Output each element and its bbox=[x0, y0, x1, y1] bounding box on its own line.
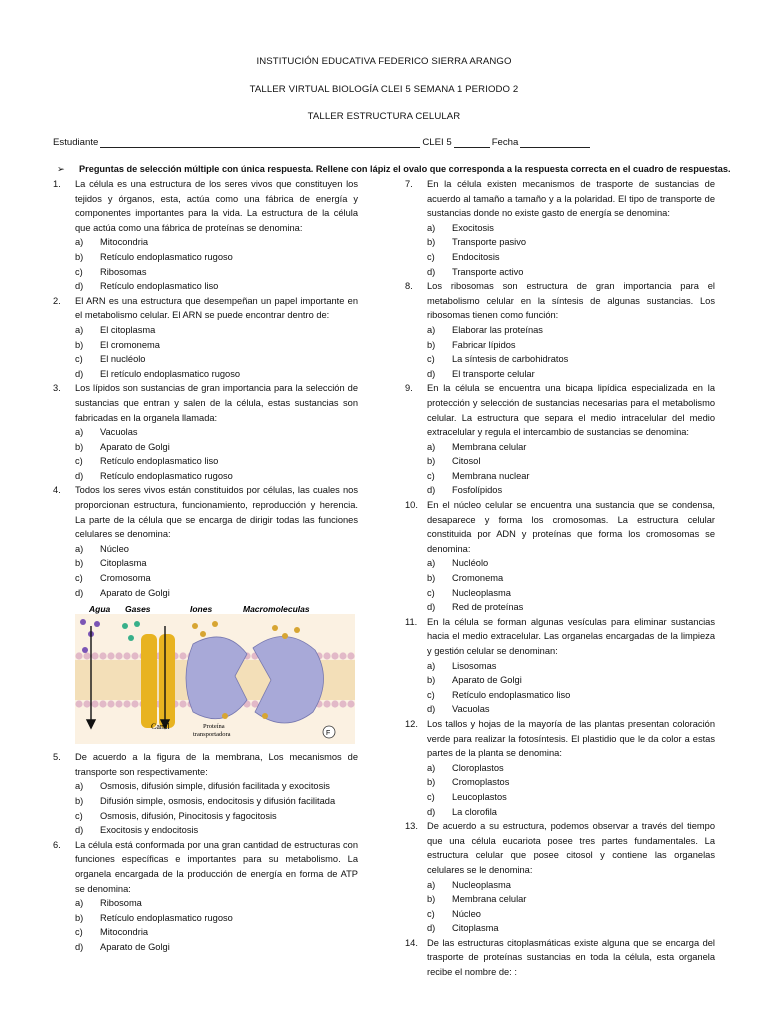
question-text: Los ribosomas son estructura de gran importancia para el metabolismo celular en la síntesis de algunas sustancias. Los ribosomas tienen como función: bbox=[427, 281, 715, 321]
question-number: 6. bbox=[53, 839, 61, 850]
lipid-head bbox=[331, 701, 338, 708]
option-b[interactable]: b) Cromoplastos bbox=[427, 777, 510, 788]
option-b[interactable]: b) Aparato de Golgi bbox=[75, 441, 170, 452]
question-text: En la célula se forman algunas vesículas para eliminar sustancias hacia el medio extracelular. Las organelas encargadas de la limpieza y gestión celular se denominan: bbox=[427, 616, 715, 656]
option-a[interactable]: a) Núcleo bbox=[75, 543, 129, 554]
date-field[interactable] bbox=[520, 138, 590, 148]
option-c[interactable]: c) El nucléolo bbox=[75, 354, 146, 365]
left-column bbox=[53, 177, 358, 955]
option-d[interactable]: d) Retículo endoplasmatico rugoso bbox=[75, 470, 233, 481]
question-text: En la célula se encuentra una bicapa lipídica especializada en la protección y selección de sustancias necesarias para el metabolismo celular. La estructura que separa el medio intracelular del medio extracelular y regula el intercambio de sustancias se denomina: bbox=[427, 383, 715, 438]
student-name-field[interactable] bbox=[100, 138, 420, 148]
student-info-line bbox=[53, 137, 733, 148]
molecule-dot bbox=[200, 631, 206, 637]
question-number: 4. bbox=[53, 485, 61, 496]
question-number: 5. bbox=[53, 752, 61, 763]
option-b[interactable]: b) Difusión simple, osmosis, endocitosis y difusión facilitada bbox=[75, 796, 336, 806]
molecule-dot bbox=[134, 621, 140, 627]
lipid-head bbox=[99, 701, 106, 708]
option-c[interactable]: c) Retículo endoplasmatico liso bbox=[427, 689, 571, 700]
molecule-dot bbox=[294, 627, 300, 633]
lipid-head bbox=[107, 701, 114, 708]
option-b[interactable]: b) Retículo endoplasmatico rugoso bbox=[75, 251, 233, 262]
lipid-head bbox=[115, 701, 122, 708]
label-agua: Agua bbox=[89, 604, 111, 615]
molecule-dot bbox=[262, 713, 268, 719]
membrane-transport-figure bbox=[75, 604, 355, 744]
question-text: Todos los seres vivos están constituidos por células, las cuales nos proporcionan estructura, funcionamiento, reproducción y herencia. La parte de la célula que se encarga de dirigir todas las funciones celulares se denomina: bbox=[75, 485, 358, 540]
question-1 bbox=[53, 177, 358, 294]
question-text: El ARN es una estructura que desempeñan un papel importante en el metabolismo celular. El ARN se puede encontrar dentro de: bbox=[75, 295, 358, 321]
option-b[interactable]: b) Membrana celular bbox=[427, 894, 527, 905]
option-a[interactable]: a) Mitocondria bbox=[75, 237, 149, 248]
instructions-text: Preguntas de selección múltiple con única respuesta. Rellene con lápiz el ovalo que corresponda a la respuesta correcta en el cuadro de respuestas. bbox=[79, 164, 731, 174]
label-gases: Gases bbox=[125, 604, 151, 615]
label-f: F bbox=[326, 730, 331, 738]
question-7 bbox=[405, 177, 715, 279]
option-b[interactable]: b) Aparato de Golgi bbox=[427, 675, 522, 686]
question-text: En el núcleo celular se encuentra una sustancia que se condensa, desaparece y forma los cromosomas. La estructura celular constituida por ADN y proteínas que forma los cromosomas se denomina: bbox=[427, 500, 715, 554]
option-c[interactable]: c) Membrana nuclear bbox=[427, 470, 530, 481]
option-d[interactable]: d) El transporte celular bbox=[427, 368, 535, 379]
lipid-head bbox=[115, 653, 122, 660]
option-a[interactable]: a) Exocitosis bbox=[427, 222, 494, 233]
question-number: 1. bbox=[53, 179, 61, 189]
option-d[interactable]: d) El retículo endoplasmatico rugoso bbox=[75, 368, 241, 379]
question-11 bbox=[405, 615, 715, 717]
molecule-dot bbox=[192, 623, 198, 629]
option-c[interactable]: c) Endocitosis bbox=[427, 251, 500, 262]
option-b[interactable]: b) Cromonema bbox=[427, 573, 504, 584]
lipid-head bbox=[323, 701, 330, 708]
lipid-head bbox=[123, 653, 130, 660]
question-3 bbox=[53, 381, 358, 483]
option-b[interactable]: b) El cromonema bbox=[75, 339, 160, 350]
lipid-head bbox=[91, 701, 98, 708]
option-d[interactable]: d) Transporte activo bbox=[427, 266, 524, 277]
date-label: Fecha bbox=[491, 137, 519, 148]
option-c[interactable]: c) Cromosoma bbox=[75, 573, 151, 584]
option-a[interactable]: a) Lisosomas bbox=[427, 660, 497, 671]
label-iones: Iones bbox=[190, 604, 213, 615]
option-d[interactable]: d) Vacuolas bbox=[427, 704, 490, 715]
option-b[interactable]: b) Citosol bbox=[427, 456, 481, 467]
question-5 bbox=[53, 750, 358, 838]
molecule-dot bbox=[80, 619, 86, 625]
option-c[interactable]: c) Mitocondria bbox=[75, 927, 149, 938]
question-4 bbox=[53, 483, 358, 600]
question-number: 7. bbox=[405, 179, 413, 189]
question-number: 11. bbox=[405, 616, 418, 627]
option-a[interactable]: a) Ribosoma bbox=[75, 898, 142, 909]
question-13 bbox=[405, 819, 715, 936]
right-column bbox=[405, 177, 715, 980]
lipid-head bbox=[179, 701, 186, 708]
option-a[interactable]: a) Nucléolo bbox=[427, 558, 489, 569]
lipid-head bbox=[347, 701, 354, 708]
lipid-head bbox=[75, 653, 82, 660]
question-2 bbox=[53, 294, 358, 382]
question-text: De acuerdo a la figura de la membrana, Los mecanismos de transporte son respectivamente: bbox=[75, 752, 358, 777]
membrane-diagram bbox=[75, 604, 355, 744]
worksheet-title: TALLER ESTRUCTURA CELULAR bbox=[307, 111, 461, 122]
option-a[interactable]: a) El citoplasma bbox=[75, 324, 156, 335]
option-c[interactable]: c) Nucleoplasma bbox=[427, 587, 511, 598]
question-9 bbox=[405, 381, 715, 498]
molecule-dot bbox=[222, 713, 228, 719]
label-transportadora: transportadora bbox=[193, 731, 231, 739]
lipid-head bbox=[83, 701, 90, 708]
option-d[interactable]: d) Aparato de Golgi bbox=[75, 587, 170, 598]
option-d[interactable]: d) La clorofila bbox=[427, 806, 497, 817]
option-d[interactable]: d) Aparato de Golgi bbox=[75, 941, 170, 952]
molecule-dot bbox=[282, 633, 288, 639]
option-d[interactable]: d) Citoplasma bbox=[427, 923, 499, 934]
lipid-head bbox=[99, 653, 106, 660]
lipid-head bbox=[75, 701, 82, 708]
option-d[interactable]: d) Exocitosis y endocitosis bbox=[75, 825, 199, 836]
question-text: Los tallos y hojas de la mayoría de las plantas presentan coloración verde para realizar la fotosíntesis. El plastidio que le da color a estas partes de la planta se denomina: bbox=[427, 718, 715, 759]
molecule-dot bbox=[212, 621, 218, 627]
option-a[interactable]: a) Osmosis, difusión simple, difusión facilitada y exocitosis bbox=[75, 781, 330, 792]
option-d[interactable]: d) Fosfolípidos bbox=[427, 485, 503, 496]
question-number: 2. bbox=[53, 295, 61, 306]
option-b[interactable]: b) Fabricar lípidos bbox=[427, 339, 516, 350]
lipid-head bbox=[131, 701, 138, 708]
label-canal: Canal bbox=[151, 722, 170, 732]
lipid-head bbox=[339, 653, 346, 660]
lipid-head bbox=[179, 653, 186, 660]
question-10 bbox=[405, 498, 715, 615]
student-label: Estudiante bbox=[53, 137, 99, 148]
molecule-dot bbox=[82, 647, 88, 653]
question-number: 13. bbox=[405, 821, 418, 832]
molecule-dot bbox=[122, 623, 128, 629]
lipid-head bbox=[107, 653, 114, 660]
question-number: 8. bbox=[405, 281, 413, 292]
lipid-head bbox=[339, 701, 346, 708]
instructions bbox=[57, 164, 731, 175]
question-number: 14. bbox=[405, 937, 418, 948]
lipid-head bbox=[347, 653, 354, 660]
lipid-head bbox=[331, 653, 338, 660]
question-6 bbox=[53, 838, 358, 955]
question-number: 3. bbox=[53, 383, 61, 394]
option-c[interactable]: c) Ribosomas bbox=[75, 266, 147, 277]
option-b[interactable]: b) Citoplasma bbox=[75, 558, 147, 569]
lipid-head bbox=[323, 653, 330, 660]
question-text: De acuerdo a su estructura, podemos observar a través del tiempo que una célula eucariota posee tres partes fundamentales. La estructura celular que posee citosol y contiene las organelas celulares se le denomina: bbox=[427, 821, 715, 875]
course-title: TALLER VIRTUAL BIOLOGÍA CLEI 5 SEMANA 1 PERIODO 2 bbox=[249, 84, 519, 95]
question-number: 9. bbox=[405, 383, 413, 394]
lipid-head bbox=[123, 701, 130, 708]
option-a[interactable]: a) Elaborar las proteínas bbox=[427, 324, 543, 335]
question-12 bbox=[405, 717, 715, 819]
option-d[interactable]: d) Red de proteínas bbox=[427, 602, 524, 613]
arrow-bullet-icon: ➢ bbox=[57, 164, 65, 174]
label-proteina: Proteína bbox=[203, 723, 225, 731]
question-8 bbox=[405, 279, 715, 381]
label-macromoleculas: Macromoleculas bbox=[243, 604, 310, 615]
molecule-dot bbox=[272, 625, 278, 631]
lipid-head bbox=[131, 653, 138, 660]
question-text: La célula está conformada por una gran cantidad de estructuras con funciones específicas e importantes para su metabolismo. La organela encargada de la producción de energía en forma de ATP se denomina: bbox=[75, 839, 358, 894]
option-a[interactable]: a) Membrana celular bbox=[427, 441, 527, 452]
clei-field[interactable] bbox=[454, 138, 490, 148]
molecule-dot bbox=[94, 621, 100, 627]
option-d[interactable]: d) Retículo endoplasmatico liso bbox=[75, 281, 219, 292]
option-b[interactable]: b) Transporte pasivo bbox=[427, 237, 527, 248]
question-text: Los lípidos son sustancias de gran importancia para la selección de sustancias que entran y salen de la célula, estas sustancias son fabricadas en la organela llamada: bbox=[75, 383, 358, 423]
question-text: De las estructuras citoplasmáticas existe alguna que se encarga del trasporte de proteínas sustancias en toda la célula, esta organela recibe el nombre de: : bbox=[427, 937, 715, 978]
question-14 bbox=[405, 936, 715, 980]
option-a[interactable]: a) Vacuolas bbox=[75, 427, 138, 438]
school-name: INSTITUCIÓN EDUCATIVA FEDERICO SIERRA ARANGO bbox=[256, 56, 512, 67]
option-a[interactable]: a) Cloroplastos bbox=[427, 762, 504, 773]
option-c[interactable]: c) La síntesis de carbohidratos bbox=[427, 354, 569, 365]
option-b[interactable]: b) Retículo endoplasmatico rugoso bbox=[75, 912, 233, 923]
option-c[interactable]: c) Osmosis, difusión, Pinocitosis y fagocitosis bbox=[75, 810, 277, 821]
question-text: En la célula existen mecanismos de trasporte de sustancias de acuerdo al tamaño a tamaño y a la polaridad. El tipo de transporte de sustancias donde no existe gasto de energía se denomina: bbox=[427, 179, 715, 219]
question-number: 10. bbox=[405, 500, 418, 511]
molecule-dot bbox=[128, 635, 134, 641]
option-c[interactable]: c) Núcleo bbox=[427, 908, 481, 919]
option-c[interactable]: c) Leucoplastos bbox=[427, 791, 507, 802]
option-c[interactable]: c) Retículo endoplasmatico liso bbox=[75, 456, 219, 467]
clei-label: CLEI 5 bbox=[422, 137, 452, 148]
option-a[interactable]: a) Nucleoplasma bbox=[427, 879, 511, 890]
lipid-head bbox=[83, 653, 90, 660]
lipid-head bbox=[91, 653, 98, 660]
question-number: 12. bbox=[405, 718, 418, 729]
question-text: La célula es una estructura de los seres vivos que constituyen los tejidos y órganos, esta, actúa como una fábrica de energía y componentes importantes para la vida. La estructura de la célula que actúa como una fábrica de proteínas se denomina: bbox=[75, 179, 358, 233]
